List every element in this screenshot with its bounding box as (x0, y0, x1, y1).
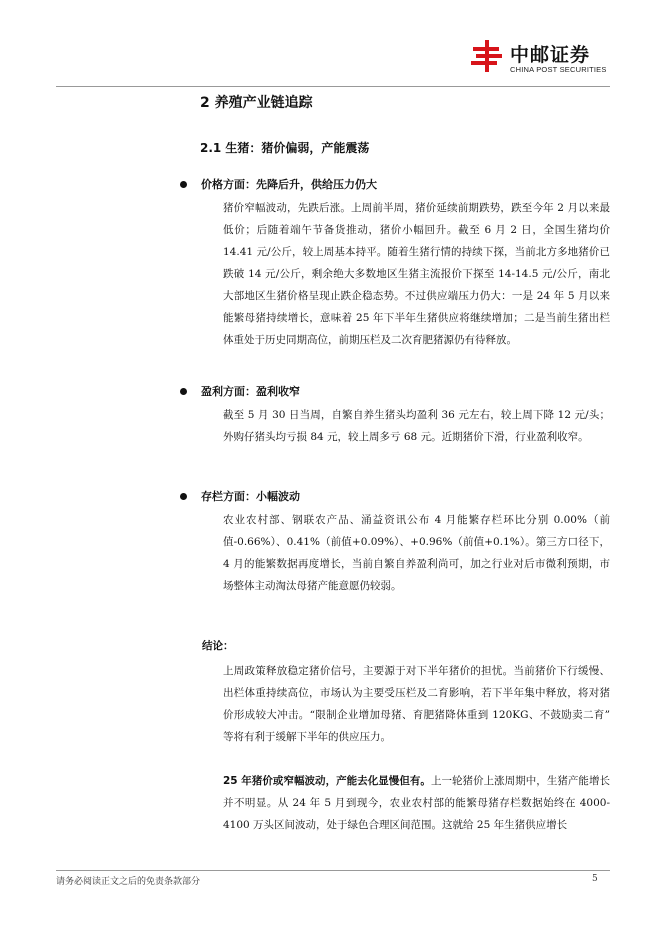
paragraph-profit (202, 404, 610, 448)
key-finding-bold: 25 年猪价或窄幅波动，产能去化显慢但有。 (223, 775, 431, 787)
paragraph-inventory (202, 509, 610, 597)
conclusion-paragraph-2 (202, 770, 610, 836)
footer-divider (56, 870, 610, 871)
paragraph-text: 截至 5 月 30 日当周，自繁自养生猪头均盈利 36 元左右，较上周下降 12 元/头；外购仔猪头均亏损 84 元，较上周多亏 68 元。近期猪价下滑，行业盈利收窄。 (223, 409, 610, 443)
section-title: 2 养殖产业链追踪 (200, 95, 313, 111)
conclusion-label: 结论： (202, 640, 234, 652)
brand-name-en: CHINA POST SECURITIES (510, 65, 607, 74)
paragraph-text: 农业农村部、钢联农产品、涌益资讯公布 4 月能繁存栏环比分别 0.00%（前值-0.66%）、0.41%（前值+0.09%）、+0.96%（前值+0.1%）。第三方口径下，4 月的能繁数据再度增长，当前自繁自养盈利尚可，加之行业对后市微利预期，市场整体主动淘汰母猪产能意愿仍较弱。 (223, 514, 610, 592)
bullet-inventory (180, 488, 300, 504)
brand-name-cn: 中邮证券 (510, 44, 591, 66)
bullet-dot-icon (180, 493, 187, 500)
subsection-title: 2.1 生猪：猪价偏弱，产能震荡 (200, 141, 370, 155)
bullet-dot-icon (180, 181, 187, 188)
bullet-price (180, 176, 377, 192)
bullet-heading: 价格方面：先降后升，供给压力仍大 (201, 178, 377, 191)
bullet-heading: 存栏方面：小幅波动 (201, 490, 300, 503)
brand-logo (470, 38, 616, 78)
china-post-logo-icon (470, 38, 506, 74)
page-number: 5 (592, 874, 598, 884)
bullet-dot-icon (180, 388, 187, 395)
paragraph-text: 猪价窄幅波动，先跌后涨。上周前半周，猪价延续前期跌势，跌至今年 2 月以来最低价；后随着端午节备货推动，猪价小幅回升。截至 6 月 2 日，全国生猪均价 14.41 元/公斤，较上周基本持平。随着生猪行情的持续下探，当前北方多地猪价已跌破 14 元/公斤，剩余绝大多数地区生猪主流报价下探至 14-14.5 元/公斤，南北大部地区生猪价格呈现止跌企稳态势。不过供应端压力仍大：一是 24 年 5 月以来能繁母猪持续增长，意味着 25 年下半年生猪供应将继续增加；二是当前生猪出栏体重处于历史同期高位，前期压栏及二次育肥猪源仍有待释放。 (223, 202, 610, 346)
footer-disclaimer: 请务必阅读正文之后的免责条款部分 (56, 877, 201, 887)
paragraph-text: 上周政策释放稳定猪价信号，主要源于对下半年猪价的担忧。当前猪价下行缓慢、出栏体重持续高位，市场认为主要受压栏及二育影响，若下半年集中释放，将对猪价形成较大冲击。“限制企业增加母猪、育肥猪降体重到 120KG、不鼓励卖二育” 等将有利于缓解下半年的供应压力。 (223, 665, 610, 743)
paragraph-price (202, 197, 610, 351)
bullet-profit (180, 383, 300, 399)
conclusion-paragraph-1 (202, 660, 610, 748)
bullet-heading: 盈利方面：盈利收窄 (201, 385, 300, 398)
paragraph-text (202, 770, 610, 836)
key-finding-rest: 上一轮猪价上涨周期中，生猪产能增长并不明显。从 24 年 5 月到现今，农业农村部的能繁母猪存栏数据始终在 4000-4100 万头区间波动，处于绿色合理区间范围。这就给 25 年生猪供应增长 (223, 775, 610, 831)
header-divider (56, 86, 610, 87)
